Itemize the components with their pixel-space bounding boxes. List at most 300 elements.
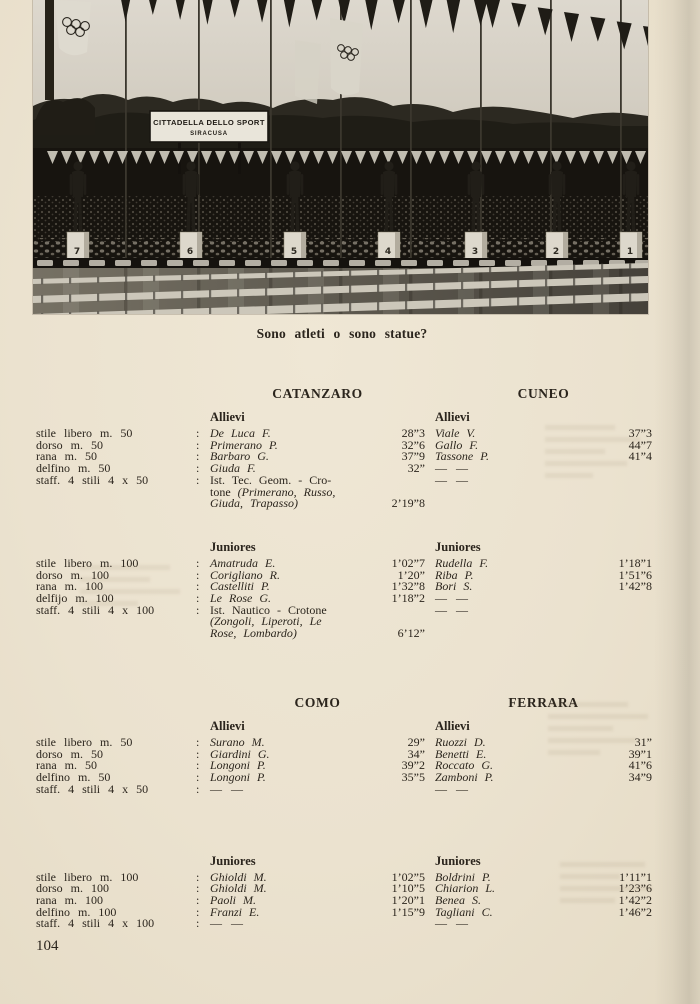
time-left: 1’02”7: [391, 555, 425, 570]
column-gap: [425, 440, 435, 452]
results-section: [0, 386, 700, 640]
lane-rope-segment: [321, 304, 323, 313]
relay-school-name: Ist. Nautico - Crotone: [210, 602, 327, 617]
row-indent: [0, 760, 36, 772]
pool-edge-block: [141, 260, 157, 266]
group-label: Allievi: [435, 719, 470, 733]
time-left: 1’18”2: [391, 591, 425, 606]
lane-rope-segment: [377, 302, 379, 311]
lane-rope-segment: [69, 278, 71, 284]
event-label: stile libero m. 50: [36, 426, 133, 440]
time-right: [580, 463, 652, 475]
time-right: 37”3: [628, 426, 652, 440]
time-right: 1’18”1: [618, 555, 652, 570]
light-reflection: [533, 268, 549, 314]
tree-trunk: [45, 0, 54, 100]
time-right: 39”1: [628, 746, 652, 761]
colon-separator: :: [196, 567, 200, 582]
time-left: 1’20”1: [391, 892, 425, 907]
row-indent: [0, 895, 36, 907]
event-label: staff. 4 stili 4 x 50: [36, 472, 149, 487]
colon-separator: :: [196, 892, 200, 907]
lane-rope-segment: [489, 267, 491, 273]
row-indent: [0, 440, 36, 452]
pool-edge-block: [323, 260, 339, 266]
lane-rope-segment: [97, 311, 99, 314]
column-gap: [425, 605, 435, 640]
column-gap: [425, 907, 435, 919]
event-label: staff. 4 stili 4 x 100: [36, 602, 155, 617]
row-indent: [0, 918, 36, 930]
lane-rope-segment: [237, 289, 239, 297]
column-gap: [425, 749, 435, 761]
time-left: 6’12”: [397, 626, 425, 641]
lane-rope-segment: [405, 301, 407, 310]
colon-separator: :: [196, 555, 200, 570]
lane-rope-segment: [209, 290, 211, 298]
lane-rope-segment: [629, 293, 631, 302]
age-group: [0, 854, 700, 931]
relay-team-members: (Zongoli, Liperoti, Le: [210, 614, 322, 629]
swimmer-name-left: Giuda F.: [210, 461, 256, 476]
event-label: delfino m. 50: [36, 770, 111, 785]
age-group-header: [0, 854, 700, 872]
lane-rope-segment: [517, 280, 519, 288]
time-left: [365, 918, 425, 930]
pool-edge-block: [401, 260, 417, 266]
time-right: 1’42”8: [618, 579, 652, 594]
swimmer-name-right: Tagliani C.: [435, 904, 493, 919]
colon-separator: :: [196, 602, 200, 617]
time-left: 29”: [407, 735, 425, 749]
time-right: 41”4: [628, 449, 652, 464]
event-label: dorso m. 50: [36, 746, 103, 761]
colon-separator: :: [196, 472, 200, 487]
column-gap: [425, 895, 435, 907]
result-row: [0, 437, 700, 452]
rows: [0, 869, 700, 931]
swimmer-name-right: Rudella F.: [435, 555, 489, 570]
column-gap: [425, 451, 435, 463]
lane-rope-segment: [405, 283, 407, 291]
lane-rope-segment: [349, 270, 351, 276]
time-right: [580, 605, 652, 640]
colon-separator: :: [196, 758, 200, 773]
lane-rope-segment: [321, 286, 323, 294]
event-label: dorso m. 100: [36, 881, 109, 896]
column-gap: [425, 570, 435, 582]
lane-rope-segment: [545, 296, 547, 305]
rows: [0, 555, 700, 641]
pool-edge-block: [297, 260, 313, 266]
swimmer-name-left: De Luca F.: [210, 426, 271, 440]
swimmer-name-right: — —: [435, 461, 469, 476]
pool-edge-block: [375, 260, 391, 266]
light-reflection: [63, 268, 79, 314]
lane-rope-segment: [97, 277, 99, 283]
group-label: Juniores: [210, 853, 256, 868]
lane-rope-segment: [181, 291, 183, 299]
relay-school-name: Ist. Tec. Geom. - Cro-: [210, 472, 332, 487]
event-label: delfijo m. 100: [36, 591, 114, 606]
lane-rope-segment: [349, 303, 351, 312]
result-row: [0, 602, 700, 641]
event-label: stile libero m. 100: [36, 869, 139, 884]
group-label: Juniores: [435, 853, 481, 868]
time-left: 2’19”8: [391, 496, 425, 511]
event-label: rana m. 50: [36, 758, 97, 773]
lane-rope-segment: [265, 306, 267, 314]
colon-separator: :: [196, 437, 200, 452]
time-left: 1’15”9: [391, 904, 425, 919]
row-indent: [0, 784, 36, 796]
result-row: [0, 746, 700, 761]
result-row: [0, 567, 700, 582]
olympic-flag: [55, 0, 91, 55]
city-name-left: CATANZARO: [272, 386, 363, 401]
city-name-left: COMO: [294, 695, 341, 710]
lane-rope-segment: [489, 281, 491, 289]
event-label: rana m. 100: [36, 579, 103, 594]
pool-edge-block: [271, 260, 287, 266]
lane-rope-segment: [181, 308, 183, 314]
lane-rope-segment: [153, 309, 155, 314]
lane-rope-segment: [573, 295, 575, 304]
results-section: [0, 695, 700, 930]
time-right: 1’42”2: [618, 892, 652, 907]
lane-rope-segment: [377, 284, 379, 292]
flagpole: [270, 0, 272, 262]
lane-rope-segment: [377, 270, 379, 276]
result-row: [0, 883, 700, 895]
pool-edge-block: [63, 260, 79, 266]
relay-team-members: (Primerano, Russo,: [237, 484, 336, 499]
age-group: [0, 410, 700, 510]
pool-edge-block: [505, 260, 521, 266]
lane-rope-segment: [489, 298, 491, 307]
city-header-row: [0, 386, 700, 408]
lane-rope-segment: [629, 276, 631, 284]
lane-rope-segment: [69, 294, 71, 302]
time-right: 31”: [634, 735, 652, 749]
lane-rope-segment: [517, 297, 519, 306]
result-row: [0, 918, 700, 930]
lane-rope-segment: [293, 272, 295, 278]
time-right: 41”6: [628, 758, 652, 773]
swimmer-name-left: Corigliano R.: [210, 567, 281, 582]
lane-rope-segment: [153, 292, 155, 300]
swimmer-name-left: Longoni P.: [210, 758, 266, 773]
city-name-right: FERRARA: [508, 695, 579, 710]
row-indent: [0, 737, 36, 749]
swimmer-name-left: Ghioldi M.: [210, 869, 267, 884]
colon-separator: :: [196, 579, 200, 594]
time-left: 34”: [407, 746, 425, 761]
swimmer-name-right: Ruozzi D.: [435, 735, 486, 749]
row-indent: [0, 475, 36, 510]
event-label: delfino m. 50: [36, 461, 111, 476]
time-right: [580, 593, 652, 605]
row-indent: [0, 907, 36, 919]
relay-team-members: Rose, Lombardo): [210, 626, 297, 641]
lane-number: 6: [186, 247, 194, 257]
lane-rope-segment: [629, 263, 631, 269]
groups: [0, 719, 700, 930]
pool-edge-block: [479, 260, 495, 266]
swimmer-name-left: Longoni P.: [210, 770, 266, 785]
group-label: Allievi: [210, 719, 245, 733]
lane-rope-segment: [125, 293, 127, 301]
lane-rope-segment: [461, 267, 463, 273]
lane-rope-segment: [601, 264, 603, 270]
time-right: [580, 784, 652, 796]
time-right: 1’23”6: [618, 881, 652, 896]
swimmer-name-right: — —: [435, 781, 469, 796]
light-reflection: [143, 268, 159, 314]
row-indent: [0, 463, 36, 475]
event-label: rana m. 50: [36, 449, 97, 464]
relay-school-name: tone: [210, 484, 238, 499]
time-right: 44”7: [628, 437, 652, 452]
group-label: Juniores: [435, 539, 481, 554]
photo-swimmers-on-blocks: [33, 0, 648, 314]
flagpole: [480, 0, 482, 262]
lane-rope-segment: [461, 282, 463, 290]
lane-rope-segment: [209, 307, 211, 314]
swimmer-name-right: Riba P.: [435, 567, 474, 582]
age-group: [0, 540, 700, 640]
photo-caption: Sono atleti o sono statue?: [256, 326, 428, 341]
lane-rope-segment: [41, 313, 43, 314]
colon-separator: :: [196, 881, 200, 896]
colon-separator: :: [196, 735, 200, 749]
pool-edge-block: [167, 260, 183, 266]
lane-rope-segment: [433, 300, 435, 309]
flagpole: [410, 0, 412, 262]
swimmer-name-right: Benea S.: [435, 892, 481, 907]
time-left: 1’10”5: [391, 881, 425, 896]
rows: [0, 737, 700, 796]
group-label: Allievi: [210, 410, 245, 424]
row-indent: [0, 749, 36, 761]
swimmer-name-right: Zamboni P.: [435, 770, 494, 785]
event-label: dorso m. 100: [36, 567, 109, 582]
swimmer-name-right: Bori S.: [435, 579, 473, 594]
lane-rope-segment: [97, 293, 99, 301]
lane-rope-segment: [433, 282, 435, 290]
lane-rope-segment: [265, 288, 267, 296]
pool-edge-block: [531, 260, 547, 266]
row-indent: [0, 593, 36, 605]
swimmer-name-left: Ghioldi M.: [210, 881, 267, 896]
swimmer-name-right: Roccato G.: [435, 758, 493, 773]
lane-number: 4: [384, 247, 392, 257]
pool-edge-block: [37, 260, 53, 266]
time-left: [365, 784, 425, 796]
lane-rope-segment: [125, 310, 127, 314]
swimmer-name-right: — —: [435, 602, 469, 617]
result-row: [0, 472, 700, 511]
event-label: dorso m. 50: [36, 437, 103, 452]
column-gap: [425, 737, 435, 749]
time-left: 37”9: [401, 449, 425, 464]
swimmer-name-left: — —: [210, 916, 244, 931]
row-indent: [0, 872, 36, 884]
time-left: 1’32”8: [391, 579, 425, 594]
swimmer-name-left: Primerano P.: [210, 437, 278, 452]
swimmer-name-right: Tassone P.: [435, 449, 490, 464]
event-label: rana m. 100: [36, 892, 103, 907]
swimmer-name-left: Paoli M.: [210, 892, 256, 907]
swimmer-name-left: [210, 602, 425, 641]
olympic-flag: [330, 18, 363, 95]
swimmer-name-right: Boldrini P.: [435, 869, 491, 884]
row-indent: [0, 581, 36, 593]
result-row: [0, 737, 700, 749]
sign-text-line2: SIRACUSA: [190, 131, 228, 137]
pole-reflection: [124, 268, 127, 314]
event-label: delfino m. 100: [36, 904, 117, 919]
pool-edge-block: [193, 260, 209, 266]
column-gap: [425, 760, 435, 772]
lane-rope-segment: [545, 279, 547, 287]
swimmer-name-left: Barbaro G.: [210, 449, 269, 464]
time-right: [580, 918, 652, 930]
pool-edge-block: [219, 260, 235, 266]
time-left: 32”6: [401, 437, 425, 452]
lane-rope-segment: [293, 287, 295, 295]
swimmer-name-right: Benetti E.: [435, 746, 487, 761]
colon-separator: :: [196, 461, 200, 476]
groups: [0, 410, 700, 640]
swimmer-name-right: Viale V.: [435, 426, 476, 440]
lane-number: 3: [471, 247, 479, 257]
pool-edge-block: [427, 260, 443, 266]
pool-edge-block: [115, 260, 131, 266]
result-row: [0, 781, 700, 796]
time-right: [580, 475, 652, 510]
lane-rope-segment: [461, 299, 463, 308]
time-right: 1’51”6: [618, 567, 652, 582]
time-left: 28”3: [401, 426, 425, 440]
lane-rope-segment: [349, 285, 351, 293]
swimmer-name-right: — —: [435, 591, 469, 606]
city-name-right: CUNEO: [517, 386, 570, 401]
row-indent: [0, 605, 36, 640]
relay-team-members: Giuda, Trapasso): [210, 496, 299, 511]
colon-separator: :: [196, 904, 200, 919]
row-indent: [0, 883, 36, 895]
lane-rope-segment: [545, 265, 547, 271]
row-indent: [0, 772, 36, 784]
row-indent: [0, 451, 36, 463]
lane-number: 1: [626, 247, 634, 257]
colon-separator: :: [196, 916, 200, 931]
lane-number: 2: [552, 247, 560, 257]
event-label: staff. 4 stili 4 x 50: [36, 781, 149, 796]
swimmer-name-right: — —: [435, 472, 469, 487]
lane-rope-segment: [41, 295, 43, 303]
time-left: 39”2: [401, 758, 425, 773]
column-gap: [425, 581, 435, 593]
event-label: staff. 4 stili 4 x 100: [36, 916, 155, 931]
flagpole: [550, 0, 552, 262]
time-right: 34”9: [628, 770, 652, 785]
lane-rope-segment: [69, 312, 71, 314]
event-label: stile libero m. 50: [36, 735, 133, 749]
column-gap: [425, 772, 435, 784]
swimmer-name-left: — —: [210, 781, 244, 796]
olympic-flag: [295, 40, 321, 104]
swimmer-name-right: Gallo F.: [435, 437, 479, 452]
lane-rope-segment: [293, 305, 295, 314]
lane-rope-segment: [517, 266, 519, 272]
swimmer-name-left: Le Rose G.: [210, 591, 271, 606]
swimmer-name-right: Chiarion L.: [435, 881, 496, 896]
column-gap: [425, 558, 435, 570]
lane-rope-segment: [265, 272, 267, 278]
column-gap: [425, 475, 435, 510]
lane-rope-segment: [601, 277, 603, 285]
pole-reflection: [479, 268, 482, 314]
colon-separator: :: [196, 449, 200, 464]
page-number: 104: [36, 938, 59, 954]
column-gap: [425, 918, 435, 930]
pole-reflection: [549, 268, 552, 314]
colon-separator: :: [196, 781, 200, 796]
swimmer-name-left: Surano M.: [210, 735, 265, 749]
event-label: stile libero m. 100: [36, 555, 139, 570]
column-gap: [425, 463, 435, 475]
swimmer-name-right: — —: [435, 916, 469, 931]
light-reflection: [593, 268, 609, 314]
sign-text-line1: CITTADELLA DELLO SPORT: [153, 118, 265, 127]
lane-number: 7: [73, 247, 81, 257]
colon-separator: :: [196, 770, 200, 785]
row-indent: [0, 570, 36, 582]
colon-separator: :: [196, 426, 200, 440]
lane-rope-segment: [601, 294, 603, 303]
lane-number: 5: [290, 247, 298, 257]
lane-rope-segment: [41, 278, 43, 284]
lane-rope-segment: [321, 271, 323, 277]
colon-separator: :: [196, 591, 200, 606]
pool-edge-block: [89, 260, 105, 266]
lane-rope-segment: [181, 275, 183, 281]
age-group: [0, 719, 700, 796]
time-left: 1’20”: [397, 567, 425, 582]
row-indent: [0, 558, 36, 570]
flagpole: [125, 0, 127, 262]
pool-edge-block: [349, 260, 365, 266]
column-gap: [425, 784, 435, 796]
pool-edge-block: [453, 260, 469, 266]
colon-separator: :: [196, 869, 200, 884]
column-gap: [425, 428, 435, 440]
lane-rope-segment: [237, 273, 239, 279]
group-label: Juniores: [210, 539, 256, 554]
lane-rope-segment: [153, 275, 155, 281]
time-left: 32”: [407, 461, 425, 476]
city-header-row: [0, 695, 700, 717]
pole-reflection: [619, 268, 622, 314]
swimmer-name-left: Castelliti P.: [210, 579, 270, 594]
time-left: 1’02”5: [391, 869, 425, 884]
lane-rope-segment: [573, 264, 575, 270]
row-indent: [0, 428, 36, 440]
column-gap: [425, 593, 435, 605]
swimmer-name-left: Giardini G.: [210, 746, 270, 761]
